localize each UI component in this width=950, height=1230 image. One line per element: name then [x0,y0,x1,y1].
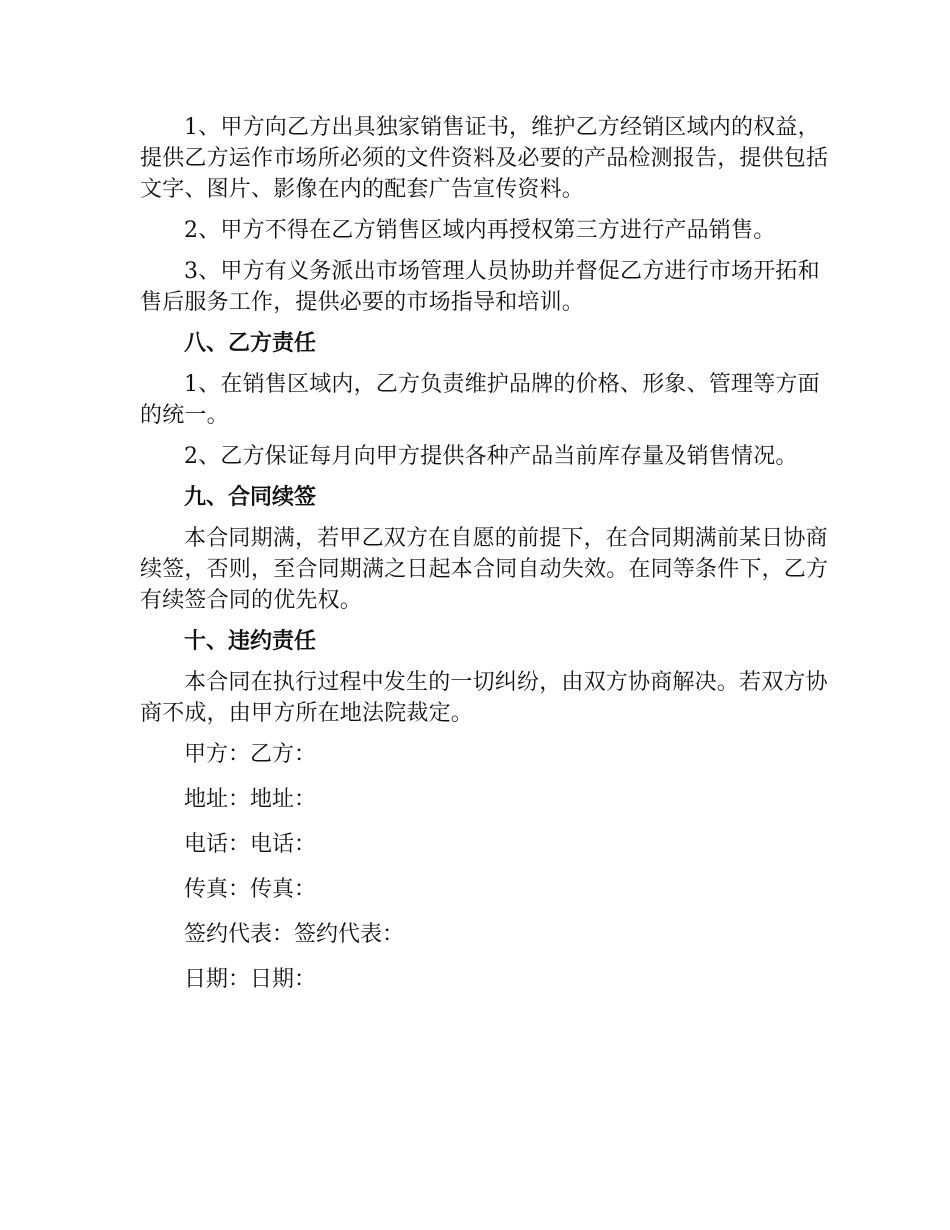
signature-representative: 签约代表：签约代表： [184,922,405,947]
signature-date: 日期：日期： [184,967,317,992]
section-10-heading: 十、违约责任 [184,629,317,654]
signature-address: 地址：地址： [184,787,317,812]
section-8-heading: 八、乙方责任 [184,331,317,356]
section-9-heading: 九、合同续签 [184,485,317,510]
section-8-item-1: 1、在销售区域内，乙方负责维护品牌的价格、形象、管理等方面的统一。 [140,372,820,428]
signature-party: 甲方：乙方： [184,742,317,767]
section-10-body: 本合同在执行过程中发生的一切纠纷，由双方协商解决。若双方协商不成，由甲方所在地法院裁定。 [140,670,828,726]
section-8-item-2: 2、乙方保证每月向甲方提供各种产品当前库存量及销售情况。 [184,444,798,469]
document-page [140,112,830,1009]
section-7-item-3: 3、甲方有义务派出市场管理人员协助并督促乙方进行市场开拓和售后服务工作，提供必要的市场指导和培训。 [140,259,820,315]
section-7-item-2: 2、甲方不得在乙方销售区域内再授权第三方进行产品销售。 [184,218,776,243]
signature-fax: 传真：传真： [184,877,317,902]
signature-phone: 电话：电话： [184,832,317,857]
section-9-body: 本合同期满，若甲乙双方在自愿的前提下，在合同期满前某日协商续签，否则，至合同期满之日起本合同自动失效。在同等条件下，乙方有续签合同的优先权。 [140,526,829,613]
section-7-item-1: 1、甲方向乙方出具独家销售证书，维护乙方经销区域内的权益，提供乙方运作市场所必须的文件资料及必要的产品检测报告，提供包括文字、图片、影像在内的配套广告宣传资料。 [140,115,829,202]
